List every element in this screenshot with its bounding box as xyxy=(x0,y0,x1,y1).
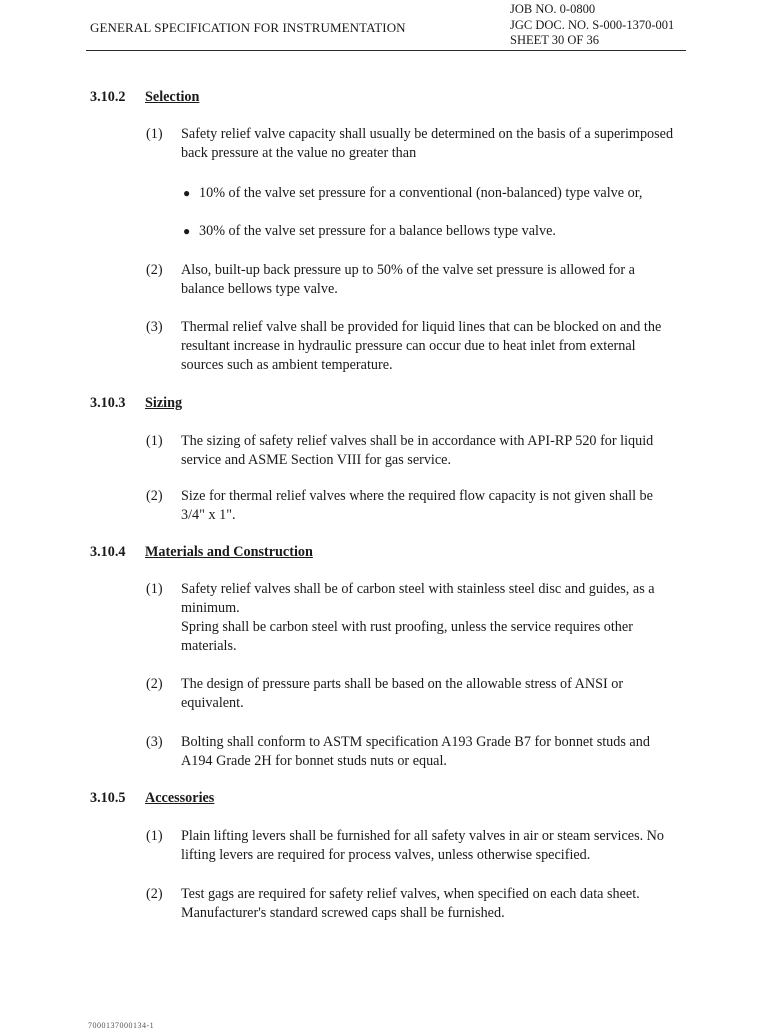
bullet-icon: ● xyxy=(183,186,191,200)
text-line: materials. xyxy=(181,638,237,654)
text-line: minimum. xyxy=(181,600,240,616)
item-text xyxy=(181,432,721,470)
item-text xyxy=(181,675,721,713)
document-reference-block xyxy=(510,2,674,49)
item-text xyxy=(181,318,721,375)
text-line: Plain lifting levers shall be furnished for all safety valves in air or steam services. No xyxy=(181,828,665,844)
item-text xyxy=(181,580,721,656)
bullet-text: 30% of the valve set pressure for a balance bellows type valve. xyxy=(199,223,556,239)
item-text xyxy=(181,125,721,163)
section-number: 3.10.2 xyxy=(90,89,126,105)
text-line: A194 Grade 2H for bonnet studs nuts or equal. xyxy=(181,753,447,769)
text-line: Safety relief valve capacity shall usually be determined on the basis of a superimposed xyxy=(181,126,674,142)
item-label: (1) xyxy=(146,126,163,142)
text-line: Thermal relief valve shall be provided for liquid lines that can be blocked on and the xyxy=(181,319,662,335)
footer-code: 7000137000134-1 xyxy=(88,1021,155,1030)
item-label: (2) xyxy=(146,676,163,692)
text-line: Manufacturer's standard screwed caps shall be furnished. xyxy=(181,905,505,921)
doc-number: JGC DOC. NO. S-000-1370-001 xyxy=(510,17,675,32)
item-label: (2) xyxy=(146,488,163,504)
section-title: Selection xyxy=(145,89,200,105)
section-title: Sizing xyxy=(145,395,183,411)
item-text xyxy=(181,261,721,299)
text-line: The design of pressure parts shall be based on the allowable stress of ANSI or xyxy=(181,676,624,692)
section-number: 3.10.3 xyxy=(90,395,126,411)
header-divider xyxy=(86,50,686,51)
job-number: JOB NO. 0-0800 xyxy=(510,2,596,16)
text-line: Bolting shall conform to ASTM specification A193 Grade B7 for bonnet studs and xyxy=(181,734,650,750)
item-text xyxy=(181,885,721,923)
item-label: (2) xyxy=(146,262,163,278)
item-label: (1) xyxy=(146,433,163,449)
section-title: Materials and Construction xyxy=(145,544,313,560)
text-line: Test gags are required for safety relief valves, when specified on each data sheet. xyxy=(181,886,640,902)
bullet-icon: ● xyxy=(183,224,191,238)
section-title: Accessories xyxy=(145,790,215,806)
text-line: Size for thermal relief valves where the required flow capacity is not given shall be xyxy=(181,488,653,504)
item-label: (1) xyxy=(146,828,163,844)
text-line: equivalent. xyxy=(181,695,244,711)
item-text xyxy=(181,733,721,771)
section-number: 3.10.5 xyxy=(90,790,126,806)
sheet-number: SHEET 30 OF 36 xyxy=(510,33,600,47)
item-label: (3) xyxy=(146,319,163,335)
section-number: 3.10.4 xyxy=(90,544,126,560)
text-line: 3/4" x 1". xyxy=(181,507,236,523)
text-line: resultant increase in hydraulic pressure can occur due to heat inlet from external xyxy=(181,338,636,354)
item-text xyxy=(181,487,721,525)
item-label: (1) xyxy=(146,581,163,597)
text-line: Also, built-up back pressure up to 50% of the valve set pressure is allowed for a xyxy=(181,262,635,278)
text-line: The sizing of safety relief valves shall be in accordance with API-RP 520 for liquid xyxy=(181,433,654,449)
text-line: sources such as ambient temperature. xyxy=(181,357,393,373)
text-line: back pressure at the value no greater than xyxy=(181,145,417,161)
text-line: service and ASME Section VIII for gas service. xyxy=(181,452,452,468)
text-line: Safety relief valves shall be of carbon steel with stainless steel disc and guides, as a xyxy=(181,581,655,597)
text-line: lifting levers are required for process valves, unless otherwise specified. xyxy=(181,847,591,863)
item-text xyxy=(181,827,721,865)
document-title: GENERAL SPECIFICATION FOR INSTRUMENTATION xyxy=(90,20,406,35)
text-line: Spring shall be carbon steel with rust proofing, unless the service requires other xyxy=(181,619,633,635)
text-line: balance bellows type valve. xyxy=(181,281,338,297)
item-label: (3) xyxy=(146,734,163,750)
item-label: (2) xyxy=(146,886,163,902)
bullet-text: 10% of the valve set pressure for a conventional (non-balanced) type valve or, xyxy=(199,185,643,201)
